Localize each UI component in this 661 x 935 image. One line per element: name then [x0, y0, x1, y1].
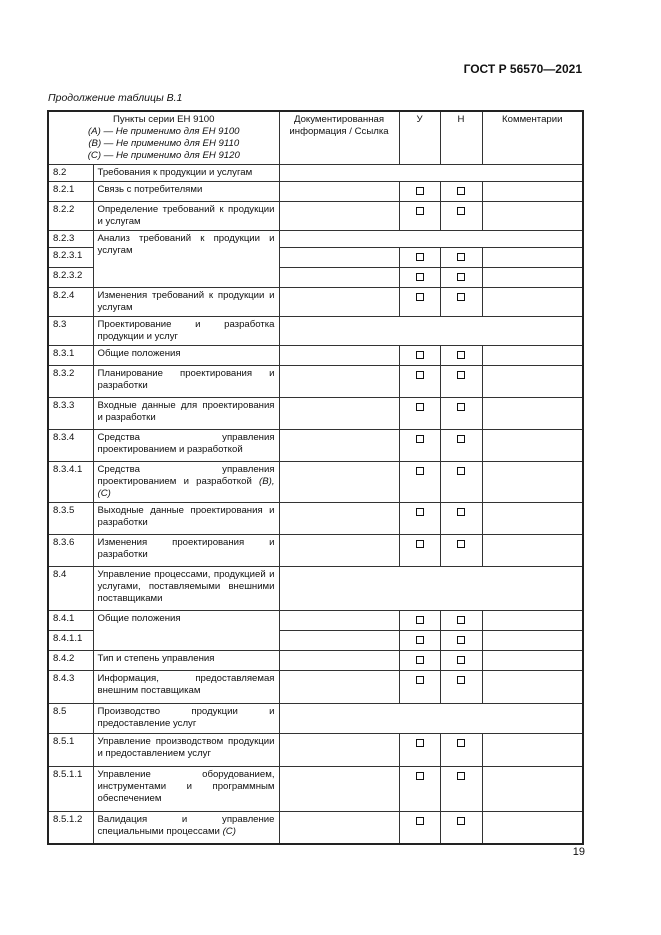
clause-title: Определение требований к продукции и услугам [93, 202, 279, 231]
clause-title: Изменения проектирования и разработки [93, 535, 279, 567]
table-row [48, 734, 583, 767]
doc-info-cell[interactable] [279, 398, 399, 430]
clause-title: Анализ требований к продукции и услугам [93, 231, 279, 288]
checkbox-y[interactable] [416, 508, 424, 516]
doc-info-cell[interactable] [279, 535, 399, 567]
doc-info-cell[interactable] [279, 734, 399, 767]
header-n: Н [440, 111, 482, 165]
comment-cell[interactable] [482, 671, 583, 704]
clause-title: Проектирование и разработка продукции и услуг [93, 317, 279, 346]
checkbox-y[interactable] [416, 403, 424, 411]
checkbox-y[interactable] [416, 772, 424, 780]
requirements-table [47, 110, 584, 845]
y-cell [399, 611, 440, 631]
merged-cell [279, 317, 583, 346]
n-cell [440, 430, 482, 462]
clause-title: Валидация и управление специальными процессами [97, 814, 275, 837]
checkbox-n[interactable] [457, 253, 465, 261]
doc-info-cell[interactable] [279, 812, 399, 844]
checkbox-y[interactable] [416, 253, 424, 261]
checkbox-n[interactable] [457, 467, 465, 475]
doc-info-cell[interactable] [279, 611, 399, 631]
clause-title: Управление производством продукции и предоставлением услуг [93, 734, 279, 767]
y-cell [399, 366, 440, 398]
merged-cell [279, 165, 583, 182]
table-row [48, 535, 583, 567]
checkbox-n[interactable] [457, 508, 465, 516]
doc-info-cell[interactable] [279, 671, 399, 704]
comment-cell[interactable] [482, 182, 583, 202]
merged-cell [279, 567, 583, 611]
header-doc-info: Документированная информация / Ссылка [279, 111, 399, 165]
header-y: У [399, 111, 440, 165]
doc-info-cell[interactable] [279, 202, 399, 231]
clause-number: 8.2.4 [48, 288, 93, 317]
clause-number: 8.3.4.1 [48, 462, 93, 503]
clause-title: Планирование проектирования и разработки [93, 366, 279, 398]
table-row [48, 651, 583, 671]
clause-number: 8.3.1 [48, 346, 93, 366]
page-number: 19 [572, 846, 585, 858]
comment-cell[interactable] [482, 535, 583, 567]
clause-title-cell [93, 812, 279, 844]
comment-cell[interactable] [482, 651, 583, 671]
checkbox-n[interactable] [457, 207, 465, 215]
clause-number: 8.4.1.1 [48, 631, 93, 651]
checkbox-y[interactable] [416, 616, 424, 624]
clause-number: 8.3.2 [48, 366, 93, 398]
checkbox-n[interactable] [457, 187, 465, 195]
clause-number: 8.5 [48, 704, 93, 734]
checkbox-y[interactable] [416, 207, 424, 215]
checkbox-n[interactable] [457, 739, 465, 747]
checkbox-y[interactable] [416, 676, 424, 684]
checkbox-y[interactable] [416, 435, 424, 443]
clause-applicability: (С) [222, 826, 236, 837]
clause-title: Информация, предоставляемая внешним поставщикам [93, 671, 279, 704]
y-cell [399, 288, 440, 317]
comment-cell[interactable] [482, 268, 583, 288]
n-cell [440, 651, 482, 671]
clause-title: Управление процессами, продукцией и услугами, поставляемыми внешними поставщиками [93, 567, 279, 611]
clause-title: Связь с потребителями [93, 182, 279, 202]
table-row [48, 346, 583, 366]
clause-number: 8.4.2 [48, 651, 93, 671]
clause-title: Общие положения [93, 346, 279, 366]
checkbox-n[interactable] [457, 616, 465, 624]
y-cell [399, 734, 440, 767]
comment-cell[interactable] [482, 734, 583, 767]
checkbox-y[interactable] [416, 656, 424, 664]
doc-info-cell[interactable] [279, 430, 399, 462]
clause-title: Входные данные для проектирования и разработки [93, 398, 279, 430]
table-row [48, 611, 583, 631]
header-note-b: (В) — Не применимо для ЕН 9110 [88, 138, 240, 149]
clause-number: 8.2.3.2 [48, 268, 93, 288]
clause-applicability: (В), (С) [97, 476, 275, 499]
table-row [48, 567, 583, 611]
clause-number: 8.3 [48, 317, 93, 346]
y-cell [399, 430, 440, 462]
clause-number: 8.2.1 [48, 182, 93, 202]
table-row [48, 503, 583, 535]
table-row [48, 317, 583, 346]
checkbox-n[interactable] [457, 435, 465, 443]
checkbox-n[interactable] [457, 676, 465, 684]
clause-title: Требования к продукции и услугам [93, 165, 279, 182]
comment-cell[interactable] [482, 631, 583, 651]
y-cell [399, 812, 440, 844]
comment-cell[interactable] [482, 812, 583, 844]
doc-info-cell[interactable] [279, 248, 399, 268]
n-cell [440, 202, 482, 231]
y-cell [399, 503, 440, 535]
comment-cell[interactable] [482, 503, 583, 535]
y-cell [399, 535, 440, 567]
checkbox-n[interactable] [457, 656, 465, 664]
clause-number: 8.2 [48, 165, 93, 182]
y-cell [399, 671, 440, 704]
checkbox-n[interactable] [457, 273, 465, 281]
doc-info-cell[interactable] [279, 651, 399, 671]
checkbox-y[interactable] [416, 817, 424, 825]
n-cell [440, 288, 482, 317]
merged-cell [279, 231, 583, 248]
comment-cell[interactable] [482, 366, 583, 398]
comment-cell[interactable] [482, 462, 583, 503]
checkbox-y[interactable] [416, 371, 424, 379]
checkbox-n[interactable] [457, 351, 465, 359]
clause-number: 8.5.1 [48, 734, 93, 767]
header-note-a: (А) — Не применимо для ЕН 9100 [87, 126, 240, 137]
clause-number: 8.3.3 [48, 398, 93, 430]
n-cell [440, 366, 482, 398]
doc-info-cell[interactable] [279, 503, 399, 535]
clause-number: 8.2.3 [48, 231, 93, 248]
table-row [48, 366, 583, 398]
clause-title: Тип и степень управления [93, 651, 279, 671]
checkbox-n[interactable] [457, 817, 465, 825]
clause-number: 8.4.3 [48, 671, 93, 704]
clause-number: 8.2.2 [48, 202, 93, 231]
n-cell [440, 767, 482, 812]
y-cell [399, 346, 440, 366]
n-cell [440, 182, 482, 202]
clause-title: Средства управления проектированием и разработкой [97, 464, 275, 487]
n-cell [440, 671, 482, 704]
header-clauses-title: Пункты серии ЕН 9100 [113, 114, 215, 125]
table-row [48, 231, 583, 248]
y-cell [399, 398, 440, 430]
clause-title: Производство продукции и предоставление услуг [93, 704, 279, 734]
doc-info-cell[interactable] [279, 346, 399, 366]
clause-number: 8.3.4 [48, 430, 93, 462]
checkbox-n[interactable] [457, 293, 465, 301]
n-cell [440, 535, 482, 567]
header-note-c: (С) — Не применимо для ЕН 9120 [87, 150, 240, 161]
table-row [48, 767, 583, 812]
table-caption: Продолжение таблицы В.1 [48, 92, 183, 104]
clause-number: 8.3.5 [48, 503, 93, 535]
comment-cell[interactable] [482, 202, 583, 231]
n-cell [440, 462, 482, 503]
n-cell [440, 248, 482, 268]
doc-info-cell[interactable] [279, 182, 399, 202]
y-cell [399, 631, 440, 651]
checkbox-y[interactable] [416, 351, 424, 359]
n-cell [440, 631, 482, 651]
doc-info-cell[interactable] [279, 767, 399, 812]
table-row [48, 430, 583, 462]
y-cell [399, 767, 440, 812]
checkbox-n[interactable] [457, 540, 465, 548]
table-row [48, 182, 583, 202]
doc-info-cell[interactable] [279, 631, 399, 651]
checkbox-n[interactable] [457, 371, 465, 379]
table-row [48, 704, 583, 734]
checkbox-y[interactable] [416, 739, 424, 747]
comment-cell[interactable] [482, 767, 583, 812]
clause-number: 8.5.1.1 [48, 767, 93, 812]
n-cell [440, 734, 482, 767]
clause-number: 8.5.1.2 [48, 812, 93, 844]
clause-number: 8.2.3.1 [48, 248, 93, 268]
n-cell [440, 398, 482, 430]
header-clauses [48, 111, 279, 165]
table-row [48, 288, 583, 317]
n-cell [440, 812, 482, 844]
y-cell [399, 268, 440, 288]
table-row [48, 671, 583, 704]
n-cell [440, 346, 482, 366]
table-row [48, 165, 583, 182]
clause-title: Средства управления проектированием и разработкой [93, 430, 279, 462]
clause-title: Изменения требований к продукции и услугам [93, 288, 279, 317]
table-row [48, 462, 583, 503]
checkbox-y[interactable] [416, 293, 424, 301]
comment-cell[interactable] [482, 288, 583, 317]
clause-title: Общие положения [93, 611, 279, 651]
checkbox-y[interactable] [416, 636, 424, 644]
merged-cell [279, 704, 583, 734]
comment-cell[interactable] [482, 611, 583, 631]
comment-cell[interactable] [482, 398, 583, 430]
n-cell [440, 611, 482, 631]
clause-number: 8.3.6 [48, 535, 93, 567]
checkbox-y[interactable] [416, 467, 424, 475]
comment-cell[interactable] [482, 346, 583, 366]
doc-info-cell[interactable] [279, 366, 399, 398]
comment-cell[interactable] [482, 430, 583, 462]
y-cell [399, 462, 440, 503]
table-row [48, 202, 583, 231]
checkbox-n[interactable] [457, 636, 465, 644]
y-cell [399, 651, 440, 671]
doc-info-cell[interactable] [279, 462, 399, 503]
doc-info-cell[interactable] [279, 288, 399, 317]
table-header [48, 111, 583, 165]
header-comments: Комментарии [482, 111, 583, 165]
clause-title: Выходные данные проектирования и разработки [93, 503, 279, 535]
checkbox-n[interactable] [457, 772, 465, 780]
table-row [48, 812, 583, 844]
clause-number: 8.4.1 [48, 611, 93, 631]
n-cell [440, 268, 482, 288]
y-cell [399, 202, 440, 231]
document-code: ГОСТ Р 56570—2021 [463, 62, 582, 76]
checkbox-y[interactable] [416, 540, 424, 548]
checkbox-y[interactable] [416, 273, 424, 281]
y-cell [399, 182, 440, 202]
clause-title: Управление оборудованием, инструментами и программным обеспечением [93, 767, 279, 812]
checkbox-y[interactable] [416, 187, 424, 195]
checkbox-n[interactable] [457, 403, 465, 411]
y-cell [399, 248, 440, 268]
clause-number: 8.4 [48, 567, 93, 611]
comment-cell[interactable] [482, 248, 583, 268]
n-cell [440, 503, 482, 535]
doc-info-cell[interactable] [279, 268, 399, 288]
clause-title-cell [93, 462, 279, 503]
table-row [48, 398, 583, 430]
